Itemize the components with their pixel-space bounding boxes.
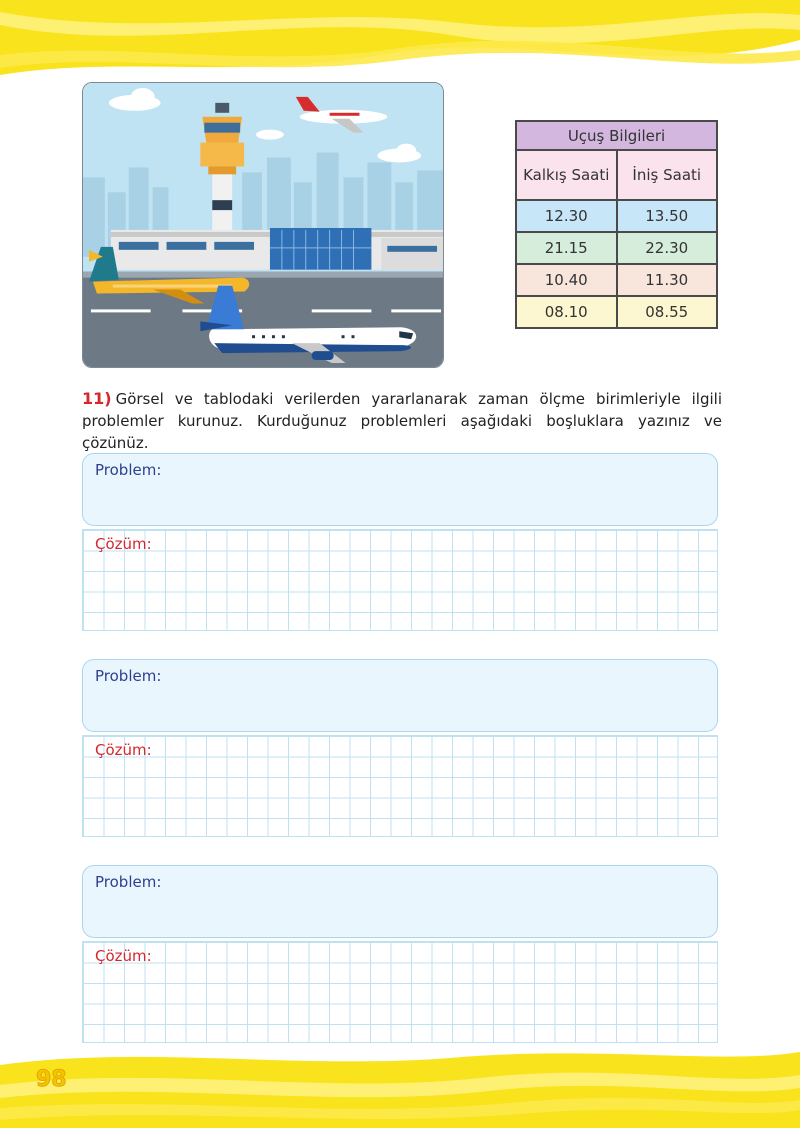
problem-box[interactable] (82, 865, 718, 938)
arrival-time-cell: 13.50 (617, 200, 718, 232)
bottom-wave-decoration (0, 1040, 800, 1128)
problem-label: Problem: (95, 461, 162, 479)
arrival-time-cell: 11.30 (617, 264, 718, 296)
solution-label: Çözüm: (95, 535, 152, 553)
page-number: 98 (36, 1067, 67, 1092)
departure-time-cell: 12.30 (516, 200, 617, 232)
arrival-time-cell: 22.30 (617, 232, 718, 264)
solution-label: Çözüm: (95, 741, 152, 759)
solution-grid[interactable] (82, 941, 718, 1043)
table-row (516, 200, 717, 232)
solution-grid[interactable] (82, 529, 718, 631)
problem-box[interactable] (82, 453, 718, 526)
arrival-time-cell: 08.55 (617, 296, 718, 328)
arrival-time-header: İniş Saati (617, 150, 718, 200)
table-caption: Uçuş Bilgileri (516, 121, 717, 150)
question-prompt: Görsel ve tablodaki verilerden yararlanarak zaman ölçme birimleriyle ilgili problemler kurunuz. Kurduğunuz problemleri aşağıdaki boşluklara yazınız ve çözünüz. (82, 390, 722, 452)
problem-label: Problem: (95, 873, 162, 891)
solution-label: Çözüm: (95, 947, 152, 965)
airport-illustration (82, 82, 444, 368)
departure-time-cell: 08.10 (516, 296, 617, 328)
departure-time-cell: 10.40 (516, 264, 617, 296)
problem-box[interactable] (82, 659, 718, 732)
table-row (516, 296, 717, 328)
question-text-block (82, 388, 722, 454)
problem-label: Problem: (95, 667, 162, 685)
departure-time-cell: 21.15 (516, 232, 617, 264)
question-number: 11) (82, 389, 112, 408)
top-wave-decoration (0, 0, 800, 90)
flight-info-table (515, 120, 718, 329)
solution-grid[interactable] (82, 735, 718, 837)
table-row (516, 232, 717, 264)
departure-time-header: Kalkış Saati (516, 150, 617, 200)
table-row (516, 264, 717, 296)
